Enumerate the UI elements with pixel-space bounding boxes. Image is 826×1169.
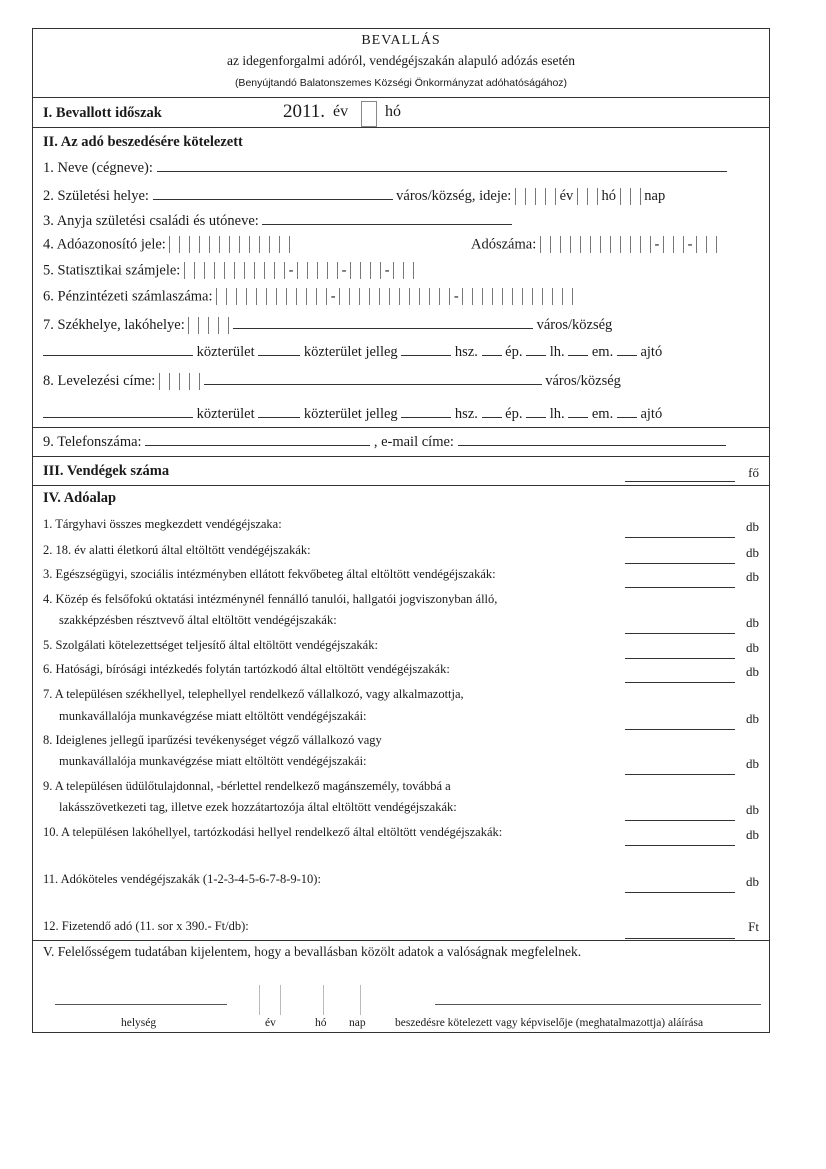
- item-8-line-1: 8. Ideiglenes jellegű iparűzési tevékenységet végző vállalkozó vagy: [43, 733, 382, 747]
- item-4-field[interactable]: [625, 621, 735, 634]
- tax-number-dash-1: -: [654, 236, 660, 253]
- item-4-unit: db: [746, 615, 759, 630]
- item-4-line-2: szakképzésben résztvevő által eltöltött vendégéjszakák:: [59, 613, 337, 627]
- bank-dash-2: -: [453, 288, 459, 305]
- item-11-field[interactable]: [625, 880, 735, 893]
- bank-label: 6. Pénzintézeti számlaszáma:: [43, 288, 213, 305]
- birth-day-unit: nap: [644, 188, 666, 204]
- section-2-label: II. Az adó beszedésére kötelezett: [43, 134, 243, 150]
- name-row: [43, 159, 727, 177]
- item-1: 1. Tárgyhavi összes megkezdett vendégéjszaka:: [43, 517, 282, 531]
- mail-row: [43, 372, 621, 391]
- mother-field[interactable]: [262, 212, 512, 225]
- tax-id-row: [43, 236, 290, 254]
- item-10-field[interactable]: [625, 833, 735, 846]
- seat-hsz: hsz.: [454, 344, 478, 360]
- item-2: 2. 18. év alatti életkorú által eltöltött vendégéjszakák:: [43, 543, 311, 557]
- sign-year-boxes[interactable]: [259, 985, 281, 1015]
- item-6: 6. Hatósági, bírósági intézkedés folytán tartózkodó által eltöltött vendégéjszakák:: [43, 662, 450, 676]
- bank-boxes-c[interactable]: [462, 288, 573, 306]
- name-label: 1. Neve (cégneve):: [43, 160, 153, 176]
- seat-em: em.: [591, 344, 614, 360]
- mail-em-field[interactable]: [568, 405, 588, 418]
- period-month-box[interactable]: [361, 101, 377, 127]
- item-8-field[interactable]: [625, 762, 735, 775]
- sign-month-label: hó: [315, 1017, 327, 1029]
- birth-place-field[interactable]: [153, 187, 393, 200]
- item-1-field[interactable]: [625, 525, 735, 538]
- sign-day-label: nap: [349, 1017, 366, 1029]
- stat-boxes-b[interactable]: [297, 262, 338, 280]
- item-8-line-2: munkavállalója munkavégzése miatt eltöltött vendégéjszakái:: [59, 754, 367, 768]
- item-5: 5. Szolgálati kötelezettséget teljesítő által eltöltött vendégéjszakák:: [43, 638, 378, 652]
- item-5-unit: db: [746, 640, 759, 655]
- birth-day-boxes[interactable]: [620, 188, 641, 206]
- stat-label: 5. Statisztikai számjele:: [43, 262, 181, 279]
- mail-lh-field[interactable]: [526, 405, 546, 418]
- item-9-field[interactable]: [625, 808, 735, 821]
- mail-ajto: ajtó: [640, 406, 663, 422]
- form-title: BEVALLÁS: [361, 33, 441, 48]
- guests-unit: fő: [748, 465, 759, 480]
- item-9-line-2: lakásszövetkezeti tag, illetve ezek hozzátartozója által eltöltött vendégéjszakák:: [59, 800, 457, 814]
- tax-number-dash-2: -: [687, 236, 693, 253]
- email-field[interactable]: [458, 433, 726, 446]
- phone-label: 9. Telefonszáma:: [43, 434, 142, 450]
- stat-dash-1: -: [288, 262, 294, 279]
- stat-boxes-a[interactable]: [184, 262, 285, 280]
- birth-month-boxes[interactable]: [577, 188, 598, 206]
- tax-number-label: Adószáma:: [471, 236, 537, 253]
- mail-ajto-field[interactable]: [617, 405, 637, 418]
- seat-public-area: közterület: [196, 344, 255, 360]
- signature-label: beszedésre kötelezett vagy képviselője (meghatalmazottja) aláírása: [395, 1017, 704, 1029]
- seat-street-field[interactable]: [43, 343, 193, 356]
- seat-city-field[interactable]: [233, 316, 533, 329]
- seat-hsz-field[interactable]: [401, 343, 451, 356]
- mail-em: em.: [591, 406, 614, 422]
- guests-field[interactable]: [625, 469, 735, 482]
- tax-number-boxes-c[interactable]: [696, 236, 717, 254]
- stat-boxes-c[interactable]: [350, 262, 381, 280]
- mother-label: 3. Anyja születési családi és utóneve:: [43, 213, 259, 229]
- item-6-field[interactable]: [625, 670, 735, 683]
- item-9-unit: db: [746, 802, 759, 817]
- mail-label: 8. Levelezési címe:: [43, 373, 156, 389]
- seat-row: [43, 316, 612, 335]
- phone-field[interactable]: [145, 433, 370, 446]
- seat-address-row: [43, 343, 662, 361]
- period-year-unit: év: [333, 103, 349, 120]
- item-1-unit: db: [746, 519, 759, 534]
- form-note: (Benyújtandó Balatonszemes Községi Önkormányzat adóhatóságához): [234, 77, 568, 89]
- mother-row: [43, 212, 512, 230]
- stat-boxes-d[interactable]: [393, 262, 414, 280]
- item-3-unit: db: [746, 569, 759, 584]
- item-10: 10. A településen lakóhellyel, tartózkodási hellyel rendelkező által eltöltött vendégéjszakák:: [43, 825, 503, 839]
- birth-year-boxes[interactable]: [515, 188, 556, 206]
- period-year: 2011.: [283, 101, 326, 122]
- birth-month-unit: hó: [601, 188, 617, 204]
- seat-label: 7. Székhelye, lakóhelye:: [43, 317, 185, 333]
- tax-id-boxes[interactable]: [169, 236, 290, 254]
- mail-ep: ép.: [505, 406, 523, 422]
- tax-number-boxes-a[interactable]: [540, 236, 651, 254]
- seat-lh-field[interactable]: [526, 343, 546, 356]
- seat-type-field[interactable]: [258, 343, 300, 356]
- sign-month-day-boxes[interactable]: [323, 985, 361, 1015]
- item-2-unit: db: [746, 545, 759, 560]
- city-date-label: város/község, ideje:: [396, 188, 512, 204]
- item-4-line-1: 4. Közép és felsőfokú oktatási intézménynél fennálló tanulói, hallgatói jogviszonyban álló,: [43, 592, 498, 606]
- item-7-field[interactable]: [625, 717, 735, 730]
- mail-public-area: közterület: [196, 406, 255, 422]
- email-label: , e-mail címe:: [373, 434, 454, 450]
- item-7-unit: db: [746, 711, 759, 726]
- birth-year-unit: év: [559, 188, 574, 204]
- birth-place-label: 2. Születési helye:: [43, 188, 149, 204]
- item-7-line-1: 7. A településen székhellyel, telephellyel rendelkező vállalkozó, vagy alkalmazottja,: [43, 687, 464, 701]
- item-8-unit: db: [746, 756, 759, 771]
- mail-address-row: [43, 405, 662, 423]
- item-9-line-1: 9. A településen üdülőtulajdonnal, -bérlettel rendelkező magánszemély, továbbá a: [43, 779, 451, 793]
- tax-number-row: [471, 236, 717, 254]
- item-12-unit: Ft: [748, 919, 759, 934]
- seat-ajto-field[interactable]: [617, 343, 637, 356]
- mail-street-field[interactable]: [43, 405, 193, 418]
- item-5-field[interactable]: [625, 646, 735, 659]
- stat-dash-2: -: [341, 262, 347, 279]
- stat-row: [43, 262, 414, 280]
- section-4-label: IV. Adóalap: [43, 490, 117, 506]
- seat-zip-boxes[interactable]: [188, 317, 229, 335]
- seat-city-label: város/község: [536, 317, 613, 333]
- name-field[interactable]: [157, 159, 727, 172]
- mail-city-field[interactable]: [204, 372, 542, 385]
- seat-em-field[interactable]: [568, 343, 588, 356]
- birth-row: [43, 187, 665, 206]
- mail-hsz: hsz.: [454, 406, 478, 422]
- section-5-declaration: V. Felelősségem tudatában kijelentem, hogy a bevallásban közölt adatok a valóságnak megfelelnek.: [43, 944, 582, 959]
- seat-lh: lh.: [549, 344, 565, 360]
- section-1-label: I. Bevallott időszak: [43, 105, 162, 121]
- bank-boxes-a[interactable]: [216, 288, 327, 306]
- mail-ep-field[interactable]: [482, 405, 502, 418]
- signature-field[interactable]: [435, 1004, 761, 1005]
- mail-type-field[interactable]: [258, 405, 300, 418]
- place-field[interactable]: [55, 1004, 227, 1005]
- seat-ep: ép.: [505, 344, 523, 360]
- seat-public-area-type: közterület jelleg: [303, 344, 398, 360]
- bank-row: [43, 288, 573, 306]
- form-frame: [32, 28, 770, 1033]
- stat-dash-3: -: [384, 262, 390, 279]
- mail-city-label: város/község: [545, 373, 621, 389]
- tax-id-label: 4. Adóazonosító jele:: [43, 236, 166, 253]
- item-11: 11. Adóköteles vendégéjszakák (1-2-3-4-5-6-7-8-9-10):: [43, 872, 321, 886]
- item-11-unit: db: [746, 874, 759, 889]
- item-12: 12. Fizetendő adó (11. sor x 390.- Ft/db):: [43, 919, 249, 933]
- item-3-field[interactable]: [625, 575, 735, 588]
- item-3: 3. Egészségügyi, szociális intézményben ellátott fekvőbeteg által eltöltött vendégéjszakák:: [43, 567, 496, 581]
- item-2-field[interactable]: [625, 551, 735, 564]
- phone-row: [43, 433, 726, 451]
- item-12-field[interactable]: [625, 926, 735, 939]
- bank-dash-1: -: [330, 288, 336, 305]
- sign-year-label: év: [265, 1017, 276, 1029]
- item-7-line-2: munkavállalója munkavégzése miatt eltöltött vendégéjszakái:: [59, 709, 367, 723]
- mail-lh: lh.: [549, 406, 565, 422]
- item-10-unit: db: [746, 827, 759, 842]
- bank-boxes-b[interactable]: [339, 288, 450, 306]
- section-3-label: III. Vendégek száma: [43, 463, 170, 479]
- tax-number-boxes-b[interactable]: [663, 236, 684, 254]
- mail-public-area-type: közterület jelleg: [303, 406, 398, 422]
- seat-ajto: ajtó: [640, 344, 663, 360]
- form-subtitle: az idegenforgalmi adóról, vendégéjszakán alapuló adózás esetén: [227, 53, 575, 68]
- place-label: helység: [121, 1017, 157, 1029]
- period-month-unit: hó: [385, 103, 401, 120]
- mail-hsz-field[interactable]: [401, 405, 451, 418]
- seat-ep-field[interactable]: [482, 343, 502, 356]
- mail-zip-boxes[interactable]: [159, 373, 200, 391]
- item-6-unit: db: [746, 664, 759, 679]
